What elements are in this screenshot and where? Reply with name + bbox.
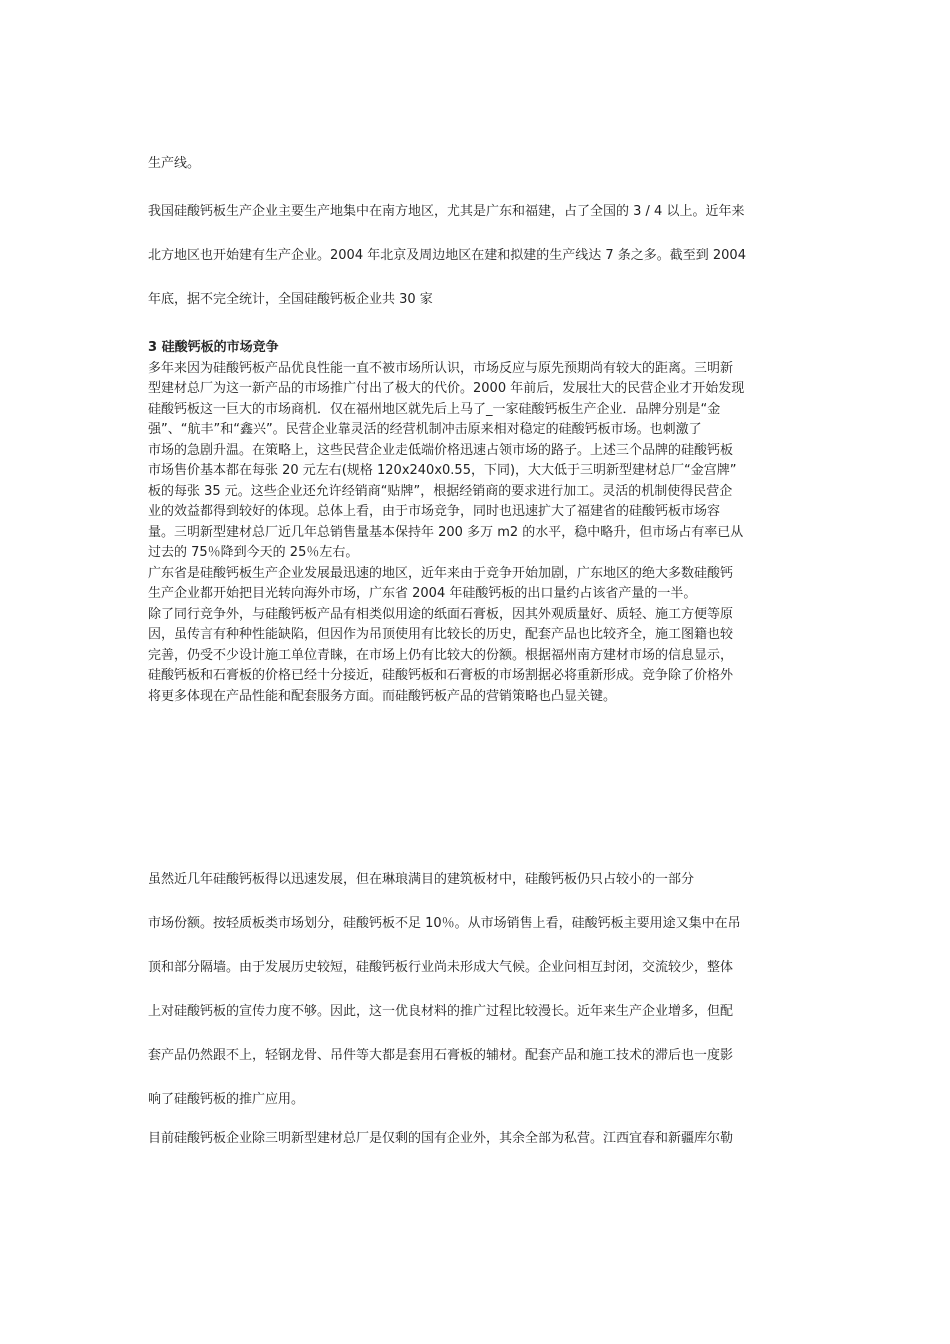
section-market-competition [148,338,808,707]
text-line: 目前硅酸钙板企业除三明新型建材总厂是仅剩的国有企业外，其余全部为私营。江西宜春和新疆库尔勒 [148,1131,734,1146]
text-line: 业的效益都得到较好的体现。总体上看，由于市场竞争，同时也迅速扩大了福建省的硅酸钙板市场容 [148,504,721,519]
paragraph-ownership [148,1117,808,1161]
text-line: 板的每张 35 元。这些企业还允许经销商“贴牌”，根据经销商的要求进行加工。灵活的机制使得民营企 [148,483,733,499]
text-line: 强”、“航丰”和“鑫兴”。民营企业靠灵活的经营机制冲击原来相对稳定的硅酸钙板市场。也刺激了 [148,422,702,437]
text-line: 市场份额。按轻质板类市场划分，硅酸钙板不足 10％。从市场销售上看，硅酸钙板主要用途又集中在吊 [148,916,741,931]
text-line: 除了同行竞争外，与硅酸钙板产品有相类似用途的纸面石膏板，因其外观质量好、质轻、施工方便等原 [148,606,734,622]
paragraph-intro [148,142,808,186]
text-line: 广东省是硅酸钙板生产企业发展最迅速的地区，近年来由于竞争开始加剧，广东地区的绝大多数硅酸钙 [148,565,734,581]
text-line: 量。三明新型建材总厂近几年总销售量基本保持年 200 多万 m2 的水平，稳中略升，但市场占有率已从 [148,524,744,540]
paragraph-producers [148,190,808,322]
text-line: 北方地区也开始建有生产企业。2004 年北京及周边地区在建和拟建的生产线达 7 条之多。截至到 2004 [148,248,746,263]
text-line: 市场售价基本都在每张 20 元左右(规格 120x240x0.55，下同)，大大低于三明新型建材总厂“金宫牌” [148,463,737,478]
text-line: 响了硅酸钙板的推广应用。 [148,1092,305,1107]
text-line: 市场的急剧升温。在策略上，这些民营企业走低端价格迅速占领市场的路子。上述三个品牌的硅酸钙板 [148,442,734,458]
text-line: 因，虽传言有种种性能缺陷，但因作为吊顶使用有比较长的历史，配套产品也比较齐全，施工图籍也较 [148,627,734,642]
text-line: 年底，据不完全统计，全国硅酸钙板企业共 30 家 [148,292,433,307]
section-heading: 3 硅酸钙板的市场竞争 [148,340,279,355]
text-line: 硅酸钙板和石膏板的价格已经十分接近，硅酸钙板和石膏板的市场割据必将重新形成。竞争除了价格外 [148,668,734,683]
text-line: 完善，仍受不少设计施工单位青睐，在市场上仍有比较大的份额。根据福州南方建材市场的信息显示， [148,647,734,663]
text-line: 上对硅酸钙板的宣传力度不够。因此，这一优良材料的推广过程比较漫长。近年来生产企业增多，但配 [148,1004,734,1019]
text-line: 过去的 75％降到今天的 25％左右。 [148,545,359,560]
text-line: 生产线。 [148,156,201,171]
paragraph-market-share [148,858,808,1122]
text-line: 多年来因为硅酸钙板产品优良性能一直不被市场所认识，市场反应与原先预期尚有较大的距离。三明新 [148,360,734,376]
text-line: 生产企业都开始把目光转向海外市场，广东省 2004 年硅酸钙板的出口量约占该省产量的一半。 [148,586,697,601]
text-line: 我国硅酸钙板生产企业主要生产地集中在南方地区，尤其是广东和福建，占了全国的 3 / 4 以上。近年来 [148,204,745,219]
text-line: 顶和部分隔墙。由于发展历史较短，硅酸钙板行业尚未形成大气候。企业问相互封闭，交流较少，整体 [148,960,734,975]
text-line: 套产品仍然跟不上，轻钢龙骨、吊件等大都是套用石膏板的辅材。配套产品和施工技术的滞后也一度影 [148,1048,734,1063]
text-line: 将更多体现在产品性能和配套服务方面。而硅酸钙板产品的营销策略也凸显关键。 [148,688,617,704]
text-line: 型建材总厂为这一新产品的市场推广付出了极大的代价。2000 年前后，发展壮大的民营企业才开始发现 [148,381,745,396]
text-line: 硅酸钙板这一巨大的市场商机．仅在福州地区就先后上马了_一家硅酸钙板生产企业．品牌分别是“金 [148,401,721,417]
text-line: 虽然近几年硅酸钙板得以迅速发展，但在琳琅满目的建筑板材中，硅酸钙板仍只占较小的一部分 [148,872,695,887]
